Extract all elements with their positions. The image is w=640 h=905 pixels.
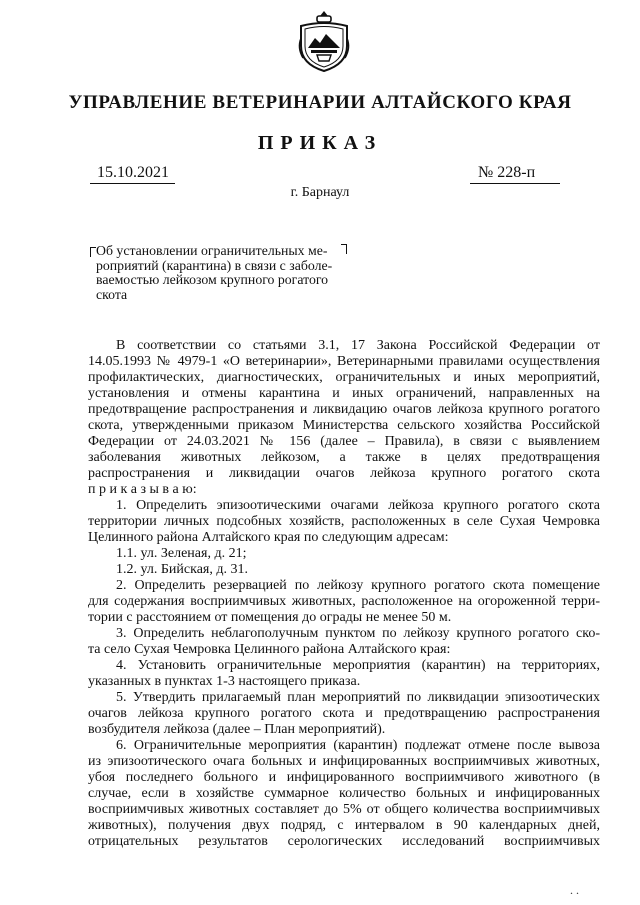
body-line: 5. Утвердить прилагаемый план мероприятий по ликвидации эпизоотических — [116, 690, 600, 705]
subject-line: ваемостью лейкозом крупного рогатого — [96, 272, 329, 288]
body-line: животных), получения двух подряд, с интервалом в 90 календарных дней, — [88, 818, 600, 833]
body-line: для содержания восприимчивых животных, расположенное на огороженной терри- — [88, 594, 600, 609]
body-line: п р и к а з ы в а ю: — [88, 482, 197, 497]
subject-line: роприятий (карантина) в связи с заболе- — [96, 257, 333, 273]
body-line: В соответствии со статьями 3.1, 17 Закона Российской Федерации от — [116, 338, 600, 353]
body-line: та село Сухая Чемровка Целинного района Алтайского края: — [88, 642, 451, 657]
body-line: восприимчивых животных составляет до 5% от общего количества восприимчивых — [88, 802, 600, 817]
body-line: территории личных подсобных хозяйств, расположенных в селе Сухая Чемровка — [88, 514, 600, 529]
body-line: заболевания животных лейкозом, а также в целях предотвращения — [88, 450, 600, 465]
body-line: распространения и ликвидации очагов лейкоза крупного рогатого скота — [88, 466, 600, 481]
footer-mark: . . — [570, 883, 579, 897]
city-name: г. Барнаул — [290, 185, 350, 200]
agency-name: УПРАВЛЕНИЕ ВЕТЕРИНАРИИ АЛТАЙСКОГО КРАЯ — [68, 92, 572, 113]
body-line: Федерации от 24.03.2021 № 156 (далее – Правила), в связи с выявлением — [88, 434, 600, 449]
body-line: случае, если в хозяйстве суммарное количество больных и инфицированных — [88, 786, 600, 801]
body-line: 1. Определить эпизоотическими очагами лейкоза крупного рогатого скота — [116, 498, 600, 513]
body-line: 1.2. ул. Бийская, д. 31. — [116, 562, 248, 577]
body-line: указанных в пунктах 1-3 настоящего приказа. — [88, 674, 361, 689]
body-line: 3. Определить неблагополучным пунктом по лейкозу крупного рогатого ско- — [116, 626, 600, 641]
body-line: 6. Ограничительные мероприятия (карантин) подлежат отмене после вывоза — [116, 738, 600, 753]
body-line: скота, утвержденными приказом Министерства сельского хозяйства Российской — [88, 418, 600, 433]
body-line: Целинного района Алтайского края по следующим адресам: — [88, 530, 449, 545]
body-line: профилактических, диагностических, ограничительных и иных мероприятий, — [88, 370, 600, 385]
body-line: 4. Установить ограничительные мероприятия (карантин) на территориях, — [116, 658, 600, 673]
body-line: отрицательных результатов серологических исследований восприимчивых — [88, 834, 600, 849]
body-line: 14.05.1993 № 4979-1 «О ветеринарии», Ветеринарными правилами осуществления — [88, 354, 600, 369]
document-subject — [96, 244, 348, 302]
number-underline — [470, 183, 560, 184]
body-line: тории с расстоянием от помещения до ограды не менее 50 м. — [88, 610, 452, 625]
subject-line: Об установлении ограничительных ме- — [96, 243, 328, 258]
body-line: возбудителя лейкоза (далее – План мероприятий). — [88, 722, 386, 737]
body-line: предотвращение распространения и ликвидацию очагов лейкоза крупного рогатого — [88, 402, 600, 417]
body-line: 2. Определить резервацией по лейкозу крупного рогатого скота помещение — [116, 578, 600, 593]
date-underline — [90, 183, 175, 184]
body-line: 1.1. ул. Зеленая, д. 21; — [116, 546, 247, 561]
body-line: очагов лейкоза крупного рогатого скота и предотвращению распространения — [88, 706, 600, 721]
subject-line: скота — [96, 286, 128, 302]
document-date: 15.10.2021 — [97, 164, 169, 181]
document-title: ПРИКАЗ — [257, 132, 383, 154]
document-number: № 228-п — [478, 164, 536, 181]
body-line: убоя последнего больного и инфицированного восприимчивого животного (в — [88, 770, 600, 785]
coat-of-arms-emblem — [295, 8, 353, 74]
body-line: установления и отмены карантина и иных ограничений, направленных на — [88, 386, 600, 401]
body-line: из эпизоотического очага больных и инфицированных восприимчивых животных, — [88, 754, 600, 769]
